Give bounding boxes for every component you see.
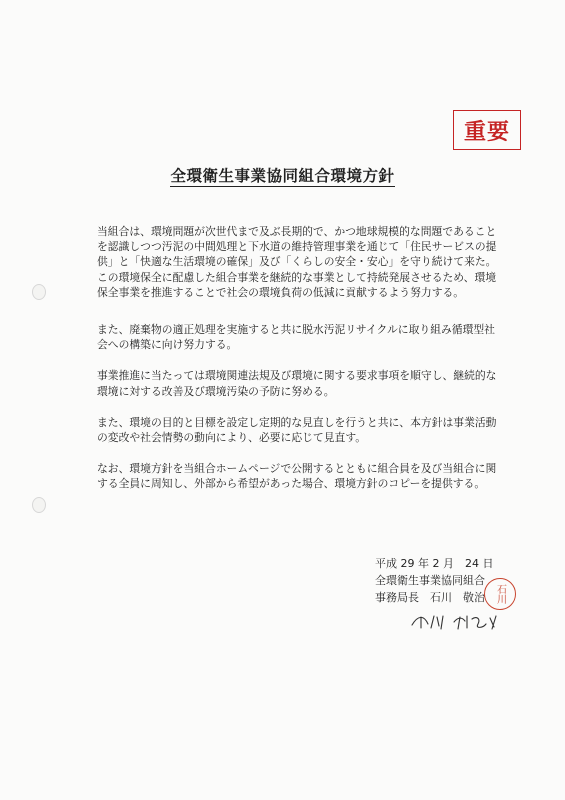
paragraph-5: また、環境の目的と目標を設定し定期的な見直しを行うと共に、本方針は事業活動の変改や社会情勢の動向により、必要に応じて見直す。 (97, 415, 497, 445)
paragraph-4: 事業推進に当たっては環境関連法規及び環境に関する要求事項を順守し、継続的な環境に対する改善及び環境汚染の予防に努める。 (97, 369, 497, 398)
signature-date: 平成 29 年 2 月 24 日 (375, 557, 494, 570)
punch-hole-top (32, 284, 46, 300)
important-stamp-text: 重要 (463, 119, 510, 145)
paragraph-gap (97, 445, 497, 461)
document-title (0, 164, 565, 186)
paragraph-6: なお、環境方針を当組合ホームページで公開するとともに組合員を及び当組合に関する全員に周知し、外部から希望があった場合、環境方針のコピーを提供する。 (97, 462, 497, 491)
document-title-text: 全環衛生事業協同組合環境方針 (170, 167, 395, 185)
important-stamp (453, 110, 521, 150)
personal-seal-text: 石川 (494, 584, 506, 604)
signature-block (375, 555, 493, 606)
paragraph-gap (97, 399, 497, 415)
paragraph-2: この環境保全に配慮した組合事業を継続的な事業として持続発展させるため、環境保全事業を推進することで社会の環境負荷の低減に貢献するよう努力する。 (97, 270, 497, 299)
paragraph-gap (97, 300, 497, 322)
paragraph-3: また、廃棄物の適正処理を実施すると共に脱水汚泥リサイクルに取り組み循環型社会への構築に向け努力する。 (97, 323, 495, 352)
paragraph-1: 当組合は、環境問題が次世代まで及ぶ長期的で、かつ地球規模的な問題であることを認識しつつ汚泥の中間処理と下水道の維持管理事業を通じて「住民サービスの提供」と「快適な生活環境の確保」及び「くらしの安全・安心」を守り続けて来た。 (97, 225, 497, 269)
handwritten-signature (410, 612, 502, 630)
policy-body (97, 224, 497, 492)
punch-hole-bottom (32, 497, 46, 513)
signature-position-name: 事務局長 石川 敬治 (375, 591, 485, 604)
signature-organization: 全環衛生事業協同組合 (375, 574, 485, 587)
personal-seal (484, 578, 516, 610)
paragraph-gap (97, 352, 497, 368)
